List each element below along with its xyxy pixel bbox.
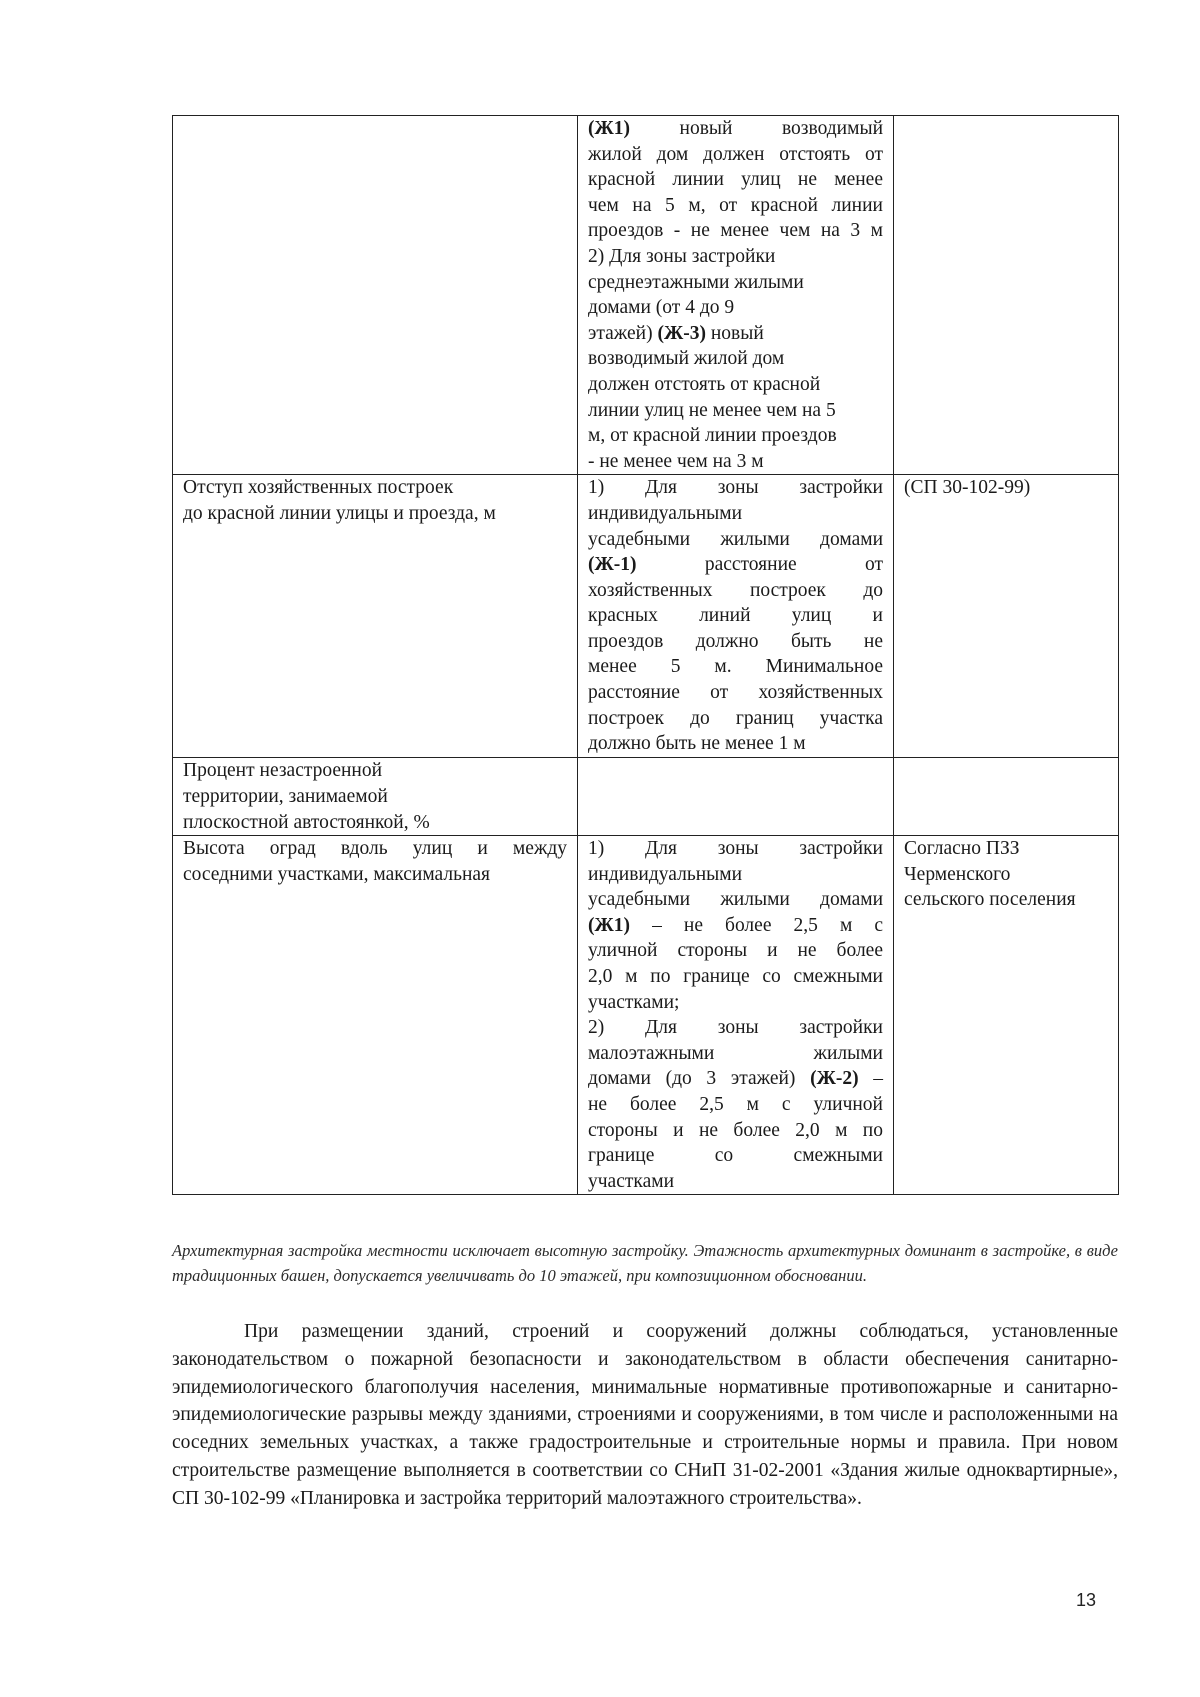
table-cell-source [894,475,1119,758]
cell-text-line: построек до границ участка [588,707,883,729]
cell-text-line: соседними участками, максимальная [183,863,491,885]
cell-text-line [588,552,883,578]
body-paragraph-text: При размещении зданий, строений и сооружений должны соблюдаться, установленные законодательством о пожарной безопасности и законодательством в области обеспечения санитарно-эпидемиологического благополучия населения, минимальные нормативные противопожарные и санитарно-эпидемиологические разрывы между зданиями, строениями и сооружениями, в том числе и расположенными на соседних земельных участках, а также градостроительные и строительные нормы и правила. При новом строительстве размещение выполняется в соответствии со СНиП 31-02-2001 «Здания жилые одноквартирные», СП 30-102-99 «Планировка и застройка территорий малоэтажного строительства». [172,1321,1118,1509]
table-cell-parameter [173,475,578,758]
table-cell-source [894,836,1119,1195]
cell-text-line: стороны и не более 2,0 м по [588,1119,883,1141]
source-reference: (СП 30-102-99) [904,477,1031,499]
text-fragment: – [858,1068,884,1090]
cell-text-line: должен отстоять от красной [588,373,821,395]
cell-text-line: 2) Для зоны застройки [588,1017,883,1039]
cell-text-line: участками [588,1170,674,1192]
cell-text-line: домами (от 4 до 9 [588,297,735,319]
table-cell-value [578,116,894,475]
cell-text-line: не более 2,5 м с уличной [588,1094,883,1116]
cell-text-line: 2) Для зоны застройки [588,245,776,267]
cell-text-line [588,1066,883,1092]
cell-text-line: плоскостной автостоянкой, % [183,811,430,833]
cell-text-line: расстояние от хозяйственных [588,682,883,704]
zone-code: (Ж-3) [657,322,706,344]
cell-text-line: участками; [588,991,680,1013]
cell-text-line [588,913,883,939]
table-cell-value [578,836,894,1195]
cell-text-line: хозяйственных построек до [588,579,883,601]
cell-text-line: жилой дом должен отстоять от [588,143,883,165]
text-fragment: домами (до 3 этажей) [588,1068,811,1090]
text-fragment: расстояние от [636,554,883,576]
table-row [173,836,1119,1195]
regulations-table [172,115,1119,1195]
cell-text-line: красных линий улиц и [588,605,883,627]
cell-text-line: уличной стороны и не более [588,940,883,962]
table-cell-source [894,758,1119,836]
cell-text-line: территории, занимаемой [183,785,388,807]
text-fragment: – не более 2,5 м с [630,914,883,936]
cell-text-line: до красной линии улицы и проезда, м [183,502,496,524]
cell-text-line: красной линии улиц не менее [588,169,883,191]
cell-text-line: 1) Для зоны застройки [588,838,883,860]
page-number: 13 [1076,1590,1097,1610]
text-fragment: этажей) [588,322,658,344]
table-cell-value [578,758,894,836]
cell-text-line: Процент незастроенной [183,760,383,782]
cell-text-line: сельского поселения [904,889,1076,911]
architectural-note: Архитектурная застройка местности исключает высотную застройку. Этажность архитектурных доминант в застройке, в виде традиционных башен, допускается увеличивать до 10 этажей, при композиционном обосновании. [172,1241,1118,1285]
text-fragment: новый [705,322,764,344]
cell-text-line: м, от красной линии проездов [588,425,837,447]
table-row [173,116,1119,475]
cell-text-line: границе со смежными [588,1145,883,1167]
zone-code: (Ж1) [588,118,631,139]
body-paragraph [172,1318,1118,1513]
cell-text-line: возводимый жилой дом [588,348,785,370]
cell-text-line: 2,0 м по границе со смежными [588,966,883,988]
cell-text-line [588,116,883,142]
table-cell-value [578,475,894,758]
cell-text-line: усадебными жилыми домами [588,889,883,911]
zone-code: (Ж-1) [588,554,637,576]
cell-text-line: чем на 5 м, от красной линии [588,194,883,216]
text-fragment: новый возводимый [630,118,883,139]
table-row [173,475,1119,758]
cell-text-line: - не менее чем на 3 м [588,450,764,472]
table-cell-parameter [173,116,578,475]
table-cell-parameter [173,836,578,1195]
zone-code: (Ж-2) [810,1068,859,1090]
cell-text-line: линии улиц не менее чем на 5 [588,399,836,421]
cell-text-line: проездов - не менее чем на 3 м [588,220,883,242]
cell-text-line: должно быть не менее 1 м [588,733,806,755]
cell-text-line: Отступ хозяйственных построек [183,477,454,499]
cell-text-line: Черменского [904,863,1011,885]
zone-code: (Ж1) [588,914,631,936]
table-cell-source [894,116,1119,475]
cell-text-line: индивидуальными [588,502,743,524]
cell-text-line: среднеэтажными жилыми [588,271,804,293]
cell-text-line: проездов должно быть не [588,630,883,652]
cell-text-line: 1) Для зоны застройки [588,477,883,499]
cell-text-line: индивидуальными [588,863,743,885]
cell-text-line: Согласно ПЗЗ [904,838,1020,860]
cell-text-line: усадебными жилыми домами [588,528,883,550]
table-row [173,758,1119,836]
cell-text-line [588,321,883,347]
cell-text-line: Высота оград вдоль улиц и между [183,838,567,860]
cell-text-line: менее 5 м. Минимальное [588,656,883,678]
cell-text-line: малоэтажными жилыми [588,1042,883,1064]
table-cell-parameter [173,758,578,836]
